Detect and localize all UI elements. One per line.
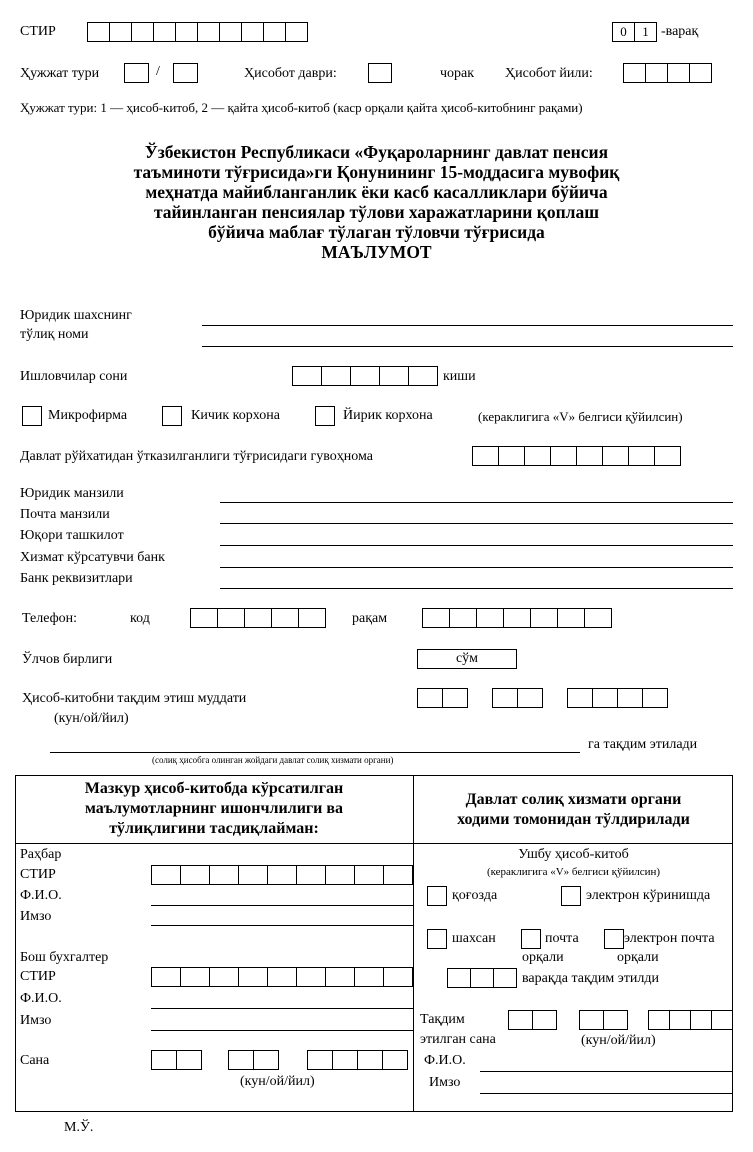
registration-label: Давлат рўйхатидан ўтказилганлиги тўғрисидаги гувоҳнома [20,449,373,464]
page-digit: 0 [612,22,635,42]
small-checkbox[interactable] [162,406,182,426]
deadline-year-boxes[interactable] [567,688,668,710]
doc-type-note: Ҳужжат тури: 1 — ҳисоб-китоб, 2 — қайта ҳисоб-китоб (каср орқали қайта ҳисоб-китобнинг рақами) [20,100,583,115]
quarter-label: чорак [440,66,475,81]
head-stir-label: СТИР [20,867,56,882]
bank-details-label: Банк реквизитлари [20,571,133,586]
email-label-2: орқали [617,950,659,965]
seal-label: М.Ў. [64,1120,94,1135]
doc-type-label: Ҳужжат тури [20,66,100,81]
email-checkbox[interactable] [604,929,624,949]
personally-checkbox[interactable] [427,929,447,949]
doc-type-number-box[interactable] [173,63,198,83]
unit-label: Ўлчов бирлиги [22,652,113,667]
date-month-boxes[interactable] [228,1050,279,1072]
number-label: рақам [352,611,388,626]
submission-date-label-2: этилган сана [420,1032,496,1047]
deadline-day-boxes[interactable] [417,688,468,710]
head-signature-line[interactable] [151,925,413,926]
stir-label: СТИР [20,24,56,39]
entity-name-line[interactable] [202,325,733,326]
legal-address-line[interactable] [220,502,733,503]
phone-label: Телефон: [22,611,78,626]
date-format: (кун/ой/йил) [240,1074,315,1089]
paper-checkbox[interactable] [427,886,447,906]
large-label: Йирик корхона [343,408,433,423]
postal-address-label: Почта манзили [20,507,110,522]
check-note: (кераклигига «V» белгиси қўйилсин) [478,409,683,424]
accountant-signature-line[interactable] [151,1030,413,1031]
left-panel-heading: Мазкур ҳисоб-китобда кўрсатилган маълумотларнинг ишончлилиги ва тўлиқлигини тасдиқлайман: [84,780,344,837]
submission-month-boxes[interactable] [579,1010,628,1032]
doc-type-box[interactable] [124,63,149,83]
accountant-label: Бош бухгалтер [20,950,109,965]
right-fio-label: Ф.И.О. [424,1053,466,1068]
submitted-label: га тақдим этилади [588,737,698,752]
registration-boxes[interactable] [472,446,681,468]
page-number-boxes[interactable] [612,22,657,44]
pages-submitted-label: варақда тақдим этилди [522,971,659,986]
accountant-stir-boxes[interactable] [151,967,413,989]
personally-label: шахсан [452,931,496,946]
date-day-boxes[interactable] [151,1050,202,1072]
right-signature-line[interactable] [480,1093,733,1094]
right-check-note: (кераклигига «V» белгиси қўйилсин) [486,866,661,878]
code-label: код [130,611,150,626]
tax-authority-line[interactable] [50,752,580,753]
email-label: электрон почта [624,931,715,946]
stir-input[interactable] [87,22,308,44]
parent-org-line[interactable] [220,545,733,546]
large-checkbox[interactable] [315,406,335,426]
submission-year-boxes[interactable] [648,1010,733,1032]
head-fio-label: Ф.И.О. [20,888,62,903]
accountant-signature-label: Имзо [20,1013,52,1028]
micro-checkbox[interactable] [22,406,42,426]
paper-label: қоғозда [452,888,498,903]
right-signature-label: Имзо [429,1075,461,1090]
head-stir-boxes[interactable] [151,865,413,887]
this-calc-label: Ушбу ҳисоб-китоб [518,847,629,862]
employees-boxes[interactable] [292,366,438,388]
report-year-label: Ҳисобот йили: [505,66,593,81]
head-signature-label: Имзо [20,909,52,924]
entity-name-label: Юридик шахснинг [20,308,132,323]
legal-address-label: Юридик манзили [20,486,124,501]
electronic-label: электрон кўринишда [586,888,711,903]
entity-name-line-2[interactable] [202,346,733,347]
postal-address-line[interactable] [220,523,733,524]
page-digit: 1 [634,22,657,42]
phone-code-boxes[interactable] [190,608,326,630]
submission-date-format: (кун/ой/йил) [581,1033,656,1048]
entity-name-label-2: тўлиқ номи [20,327,89,342]
bank-line[interactable] [220,567,733,568]
employees-label: Ишловчилар сони [20,369,128,384]
head-fio-line[interactable] [151,905,413,906]
micro-label: Микрофирма [48,408,128,423]
slash: / [156,64,160,79]
post-checkbox[interactable] [521,929,541,949]
report-period-box[interactable] [368,63,392,83]
right-fio-line[interactable] [480,1071,733,1072]
head-label: Раҳбар [20,847,62,862]
accountant-fio-line[interactable] [151,1008,413,1009]
post-label: почта [545,931,579,946]
tax-authority-note: (солиқ ҳисобга олинган жойдаги давлат солиқ хизмати органи) [152,755,394,765]
report-year-boxes[interactable] [623,63,712,85]
phone-number-boxes[interactable] [422,608,612,630]
small-label: Кичик корхона [191,408,280,423]
persons-label: киши [443,369,476,384]
bank-details-line[interactable] [220,588,733,589]
table-header-divider [15,843,733,844]
deadline-label: Ҳисоб-китобни тақдим этиш муддати [22,691,247,706]
post-label-2: орқали [522,950,564,965]
date-year-boxes[interactable] [307,1050,408,1072]
right-panel-heading: Давлат солиқ хизмати органи ходими томонидан тўлдирилади [457,791,690,828]
submission-day-boxes[interactable] [508,1010,557,1032]
pages-count-boxes[interactable] [447,968,517,990]
page-label: -варақ [661,24,699,39]
accountant-stir-label: СТИР [20,969,56,984]
unit-value: сўм [417,649,517,669]
submission-date-label: Тақдим [420,1012,465,1027]
bank-label: Хизмат кўрсатувчи банк [20,550,165,565]
parent-org-label: Юқори ташкилот [20,528,124,543]
date-label: Сана [20,1053,50,1068]
report-period-label: Ҳисобот даври: [244,66,337,81]
electronic-checkbox[interactable] [561,886,581,906]
form-title: Ўзбекистон Республикаси «Фуқароларнинг давлат пенсия таъминоти тўғрисида»ги Қонунининг 15-моддасига мувофиқ меҳнатда майибланганлик ёки касб касалликлари бўйича тайинланган пенсиялар тўлови харажатларини қоплаш бўйича маблағ тўлаган тўловчи тўғрисида МАЪЛУМОТ [133,142,620,262]
accountant-fio-label: Ф.И.О. [20,991,62,1006]
deadline-month-boxes[interactable] [492,688,543,710]
deadline-date-format: (кун/ой/йил) [54,711,129,726]
